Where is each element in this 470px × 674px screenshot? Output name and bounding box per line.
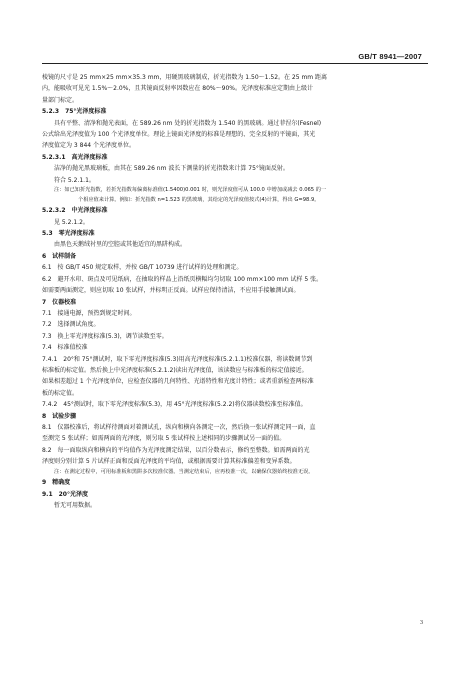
- text-line: 7.2 选择测试角度。: [42, 321, 100, 329]
- section-heading: 9 精确度: [42, 479, 71, 487]
- text-line: 泽度则分别计算 5 片试样正面和反面光泽度的平均值，或根据需要计算其标准偏差和变异系数。: [42, 458, 296, 466]
- text-line: 至测完 5 张试样；如需两面的光泽度，则另取 5 张试样按上述相同的步骤测试另一面的值。: [42, 435, 286, 443]
- text-line: 由黑色天鹅绒衬里的空腔或其他适宜的黑阱构成。: [54, 241, 187, 249]
- section-heading: 5.2.3 75°光泽度标准: [42, 108, 107, 116]
- text-line: 量部门标定。: [42, 96, 79, 104]
- section-heading: 5.2.3.2 中光泽度标准: [42, 207, 108, 215]
- text-line: 7.1 接通电源，预热到规定时间。: [42, 309, 136, 317]
- text-line: 洁净的抛光黑玻璃板，由其在 589.26 nm 波长下测量的折光指数来计算 75°镜面反射。: [54, 165, 289, 173]
- text-line: 8.2 每一面取纵向和横向的平均值作为光泽度测定结果，以百分数表示，修约至整数。如需两面的光: [42, 446, 310, 454]
- text-line: 8.1 仪器校准后，将试样待测面对着测试孔，纵向和横向各测定一次，然后换一张试样测定同一面，直: [42, 423, 316, 431]
- text-line: 见 5.2.1.2。: [54, 218, 89, 226]
- section-heading: 8 试验步骤: [42, 412, 77, 420]
- text-line: 6.2 避开水印、斑点及可见纸病，在抽取的样品上沿纸页横幅均匀切取 100 mm×100 mm 试样 5 张。: [42, 275, 323, 283]
- section-heading: 9.1 20°光泽度: [42, 490, 88, 498]
- note-line: 注：如已知折光指数，若折光指数每偏离标准值(1.5400)0.001 时，则光泽度值可从 100.0 中增加或减去 0.065 的一: [54, 187, 327, 194]
- text-line: 暂无可用数据。: [54, 502, 97, 509]
- text-line: 标准板的标定值。然后换上中光泽度标准(5.2.1.2)读出光泽度值，该读数应与标准板的标定值接近。: [42, 366, 308, 374]
- page-body: [42, 72, 428, 511]
- standard-code-header: GB/T 8941—2007: [358, 52, 422, 61]
- text-line: 公式给出光泽度值为 100 个光泽度单位。理论上镜面光泽度的标准是理想的、完全反射的平镜面，其光: [42, 131, 316, 139]
- section-heading: 5.2.3.1 高光泽度标准: [42, 153, 108, 161]
- text-line: 棱镜的尺寸是 25 mm×25 mm×35.3 mm，用硬黑玻璃制成，折光指数为 1.50～1.52。在 25 mm 距离: [42, 74, 328, 81]
- note-line: 个相应值来计算。例如：折光指数 n=1.523 的黑玻璃，其给定的光泽度值按式(4)计算，得出 G=98.9。: [78, 196, 320, 203]
- page-number: 3: [420, 620, 423, 626]
- text-line: 7.4.2 45°测试时，取下零光泽度标准(5.3)，用 45°光泽度标准(5.2.2)将仪器读数校准至标准值。: [42, 401, 307, 409]
- text-line: 内，能吸收可见光 1.5%～2.0%，且其镜面反射率因数应在 80%～90%。光泽度标准应定期由上级计: [42, 85, 313, 93]
- section-heading: 7 仪器校准: [42, 298, 77, 306]
- section-heading: 5.3 零光泽度标准: [42, 230, 95, 238]
- text-line: 如需要两面测定，则应切取 10 张试样，并标明正反面。试样应保持清洁，不应用手接触测试面。: [42, 287, 300, 295]
- text-line: 7.3 换上零光泽度标准(5.3)，调节读数至零。: [42, 332, 168, 340]
- text-line: 符合 5.2.1.1。: [54, 176, 95, 184]
- text-line: 7.4.1 20°和 75°测试时，取下零光泽度标准(5.3)用高光泽度标准(5.2.1.1)校准仪器，将读数调节到: [42, 355, 313, 363]
- note-line: 注：在测定过程中，可用标准板和黑阱多次校准仪器。当测定结束后，应再校准一次，以确保仪器始终校准无误。: [54, 468, 314, 475]
- text-line: 板的标定值。: [42, 389, 79, 397]
- section-heading: 6 试样制备: [42, 252, 77, 260]
- text-line: 7.4 标准值校准: [42, 344, 88, 352]
- text-line: 6.1 按 GB/T 450 规定取样，并按 GB/T 10739 进行试样的处理和测定。: [42, 264, 243, 272]
- text-line: 如果相差超过 1 个光泽度单位，应检查仪器的几何特性、光谱特性和光度计特性；或者重新检查两标准: [42, 378, 314, 386]
- header-rule: [42, 63, 428, 64]
- text-line: 具有平整、清净和抛光表面，在 589.26 nm 处的折光指数为 1.540 的黑玻璃。通过菲涅尔(Fesnel): [54, 119, 322, 127]
- text-line: 泽度值定为 3 844 个光泽度单位。: [42, 142, 135, 150]
